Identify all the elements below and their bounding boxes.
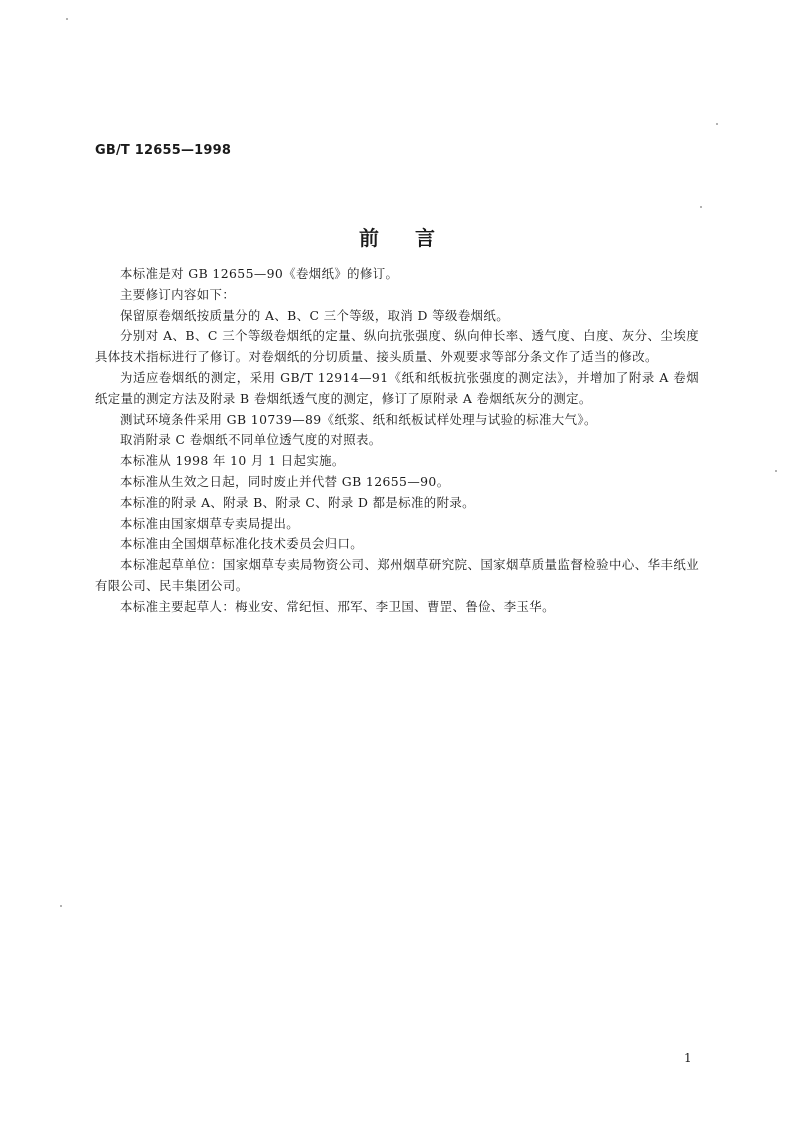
paragraph-main-changes-intro: 主要修订内容如下： (120, 286, 236, 302)
paragraph-technical-indicators: 分别对 A、B、C 三个等级卷烟纸的定量、纵向抗张强度、纵向伸长率、透气度、白度、灰分、尘埃度具体技术指标进行了修订。对卷烟纸的分切质量、接头质量、外观要求等部分条文作了适当的修改。 (95, 328, 699, 365)
paragraph-proposed-by: 本标准由国家烟草专卖局提出。 (120, 515, 300, 531)
scan-speck (700, 206, 702, 208)
scan-speck (716, 123, 718, 125)
paragraph-test-environment: 测试环境条件采用 GB 10739—89《纸浆、纸和纸板试样处理与试验的标准大气》。 (120, 411, 597, 427)
paragraph-grades: 保留原卷烟纸按质量分的 A、B、C 三个等级，取消 D 等级卷烟纸。 (120, 307, 509, 323)
standard-code: GB/T 12655—1998 (95, 143, 232, 158)
page-title: 前言 (359, 226, 471, 250)
paragraph-drafters: 本标准主要起草人：梅业安、常纪恒、邢军、李卫国、曹罡、鲁俭、李玉华。 (120, 598, 555, 614)
paragraph-technical-committee: 本标准由全国烟草标准化技术委员会归口。 (120, 536, 364, 552)
paragraph-test-methods: 为适应卷烟纸的测定，采用 GB/T 12914—91《纸和纸板抗张强度的测定法》，并增加了附录 A 卷烟纸定量的测定方法及附录 B 卷烟纸透气度的测定，修订了原附录 A 卷烟纸灰分的测定。 (95, 369, 699, 406)
scan-speck (66, 18, 68, 20)
scan-speck (775, 470, 777, 472)
paragraph-normative-annexes: 本标准的附录 A、附录 B、附录 C、附录 D 都是标准的附录。 (120, 494, 475, 510)
paragraph-effective-date: 本标准从 1998 年 10 月 1 日起实施。 (120, 453, 345, 469)
paragraph-annex-c-removed: 取消附录 C 卷烟纸不同单位透气度的对照表。 (120, 432, 382, 448)
foreword-body (95, 264, 699, 618)
paragraph-revision-basis: 本标准是对 GB 12655—90《卷烟纸》的修订。 (120, 266, 399, 281)
scan-speck (60, 905, 62, 907)
page-number: 1 (684, 1051, 692, 1065)
paragraph-drafting-units: 本标准起草单位：国家烟草专卖局物资公司、郑州烟草研究院、国家烟草质量监督检验中心、华丰纸业有限公司、民丰集团公司。 (95, 557, 699, 593)
paragraph-supersedes: 本标准从生效之日起，同时废止并代替 GB 12655—90。 (120, 473, 450, 489)
